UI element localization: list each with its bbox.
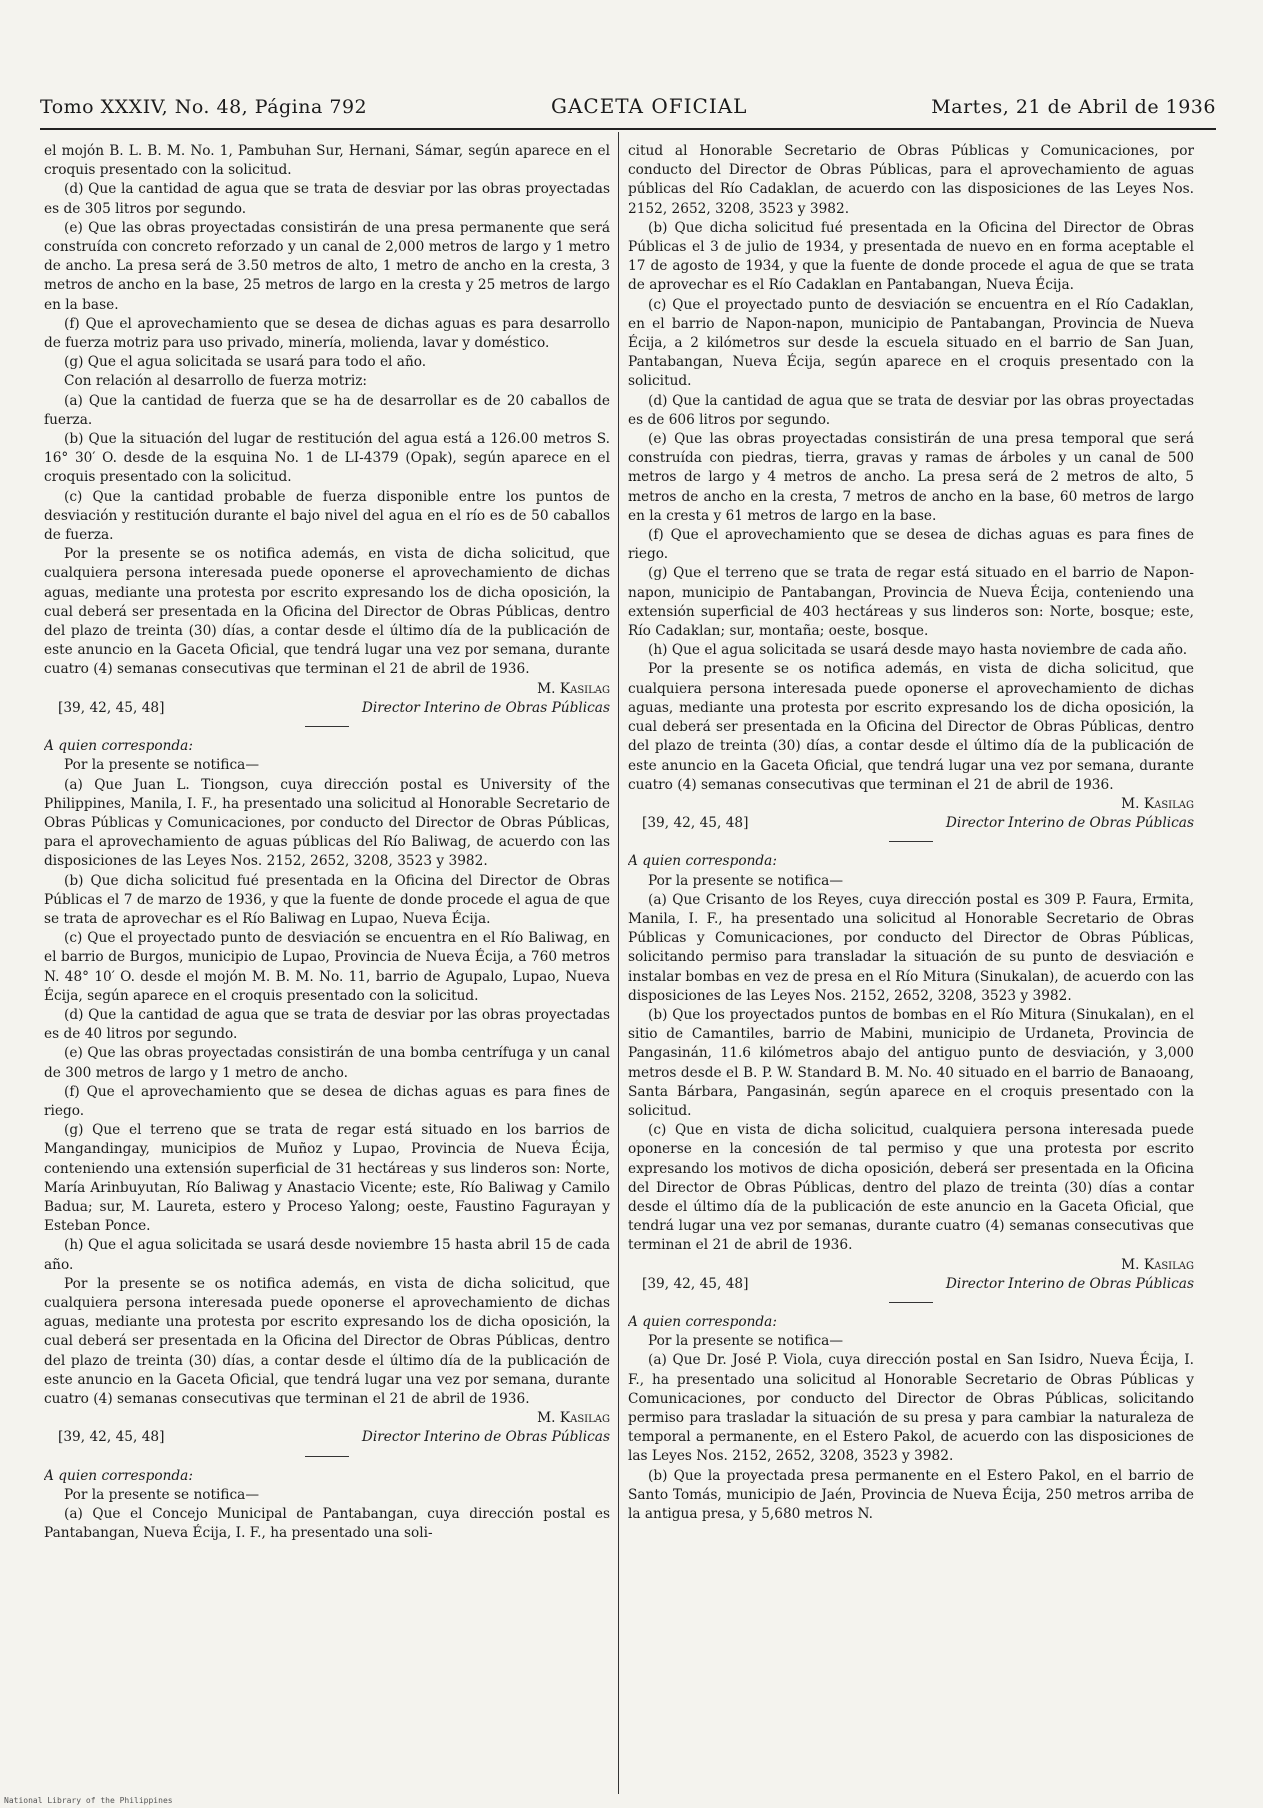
notice-heading: A quien corresponda: [628,1313,777,1330]
paragraph: (e) Que las obras proyectadas consistirán de una presa permanente que será construída con concreto reforzado y un canal de 2,000 metros de largo y 1 metro de ancho. La presa será de 3.50 metros de alto, 1 metro de ancho en la cresta, 3 metros de ancho en la base, 25 metros de largo en la cresta y 25 metros de largo en la base. [44,219,610,313]
paragraph: Por la presente se notifica— [64,757,260,774]
paragraph: (g) Que el terreno que se trata de regar está situado en los barrios de Mangandingay, municipios de Muñoz y Lupao, Provincia de Nueva Écija, conteniendo una extensión superficial de 31 hectáreas y sus linderos son: Norte, María Arinbuyutan, Río Baliwag y Anastacio Vicente; este, Río Baliwag y Camilo Badua; sur, M. Laureta, estero y Proceso Yalong; oeste, Faustino Fagurayan y Esteban Ponce. [44,1122,610,1235]
section-separator [305,726,349,727]
signature-line [628,814,1194,833]
paragraph: (d) Que la cantidad de agua que se trata de desviar por las obras proyectadas es de 606 litros por segundo. [628,392,1194,428]
signer-name: M. Kasilag [1121,1256,1194,1273]
notice-heading: A quien corresponda: [44,1467,193,1484]
paragraph: Por la presente se notifica— [648,1333,844,1350]
signer-name: M. Kasilag [537,680,610,697]
paragraph: (a) Que la cantidad de fuerza que se ha de desarrollar es de 20 caballos de fuerza. [44,392,610,428]
paragraph: (a) Que Juan L. Tiongson, cuya dirección postal es University of the Philippines, Manila, I. F., ha presentado una solicitud al Honorable Secretario de Obras Públicas y Comunicaciones, por conducto del Director de Obras Públicas, para el aprovechamiento de aguas públicas del Río Baliwag, de acuerdo con las disposiciones de las Leyes Nos. 2152, 2652, 3208, 3523 y 3982. [44,776,610,870]
left-column [44,142,610,1792]
paragraph: (c) Que el proyectado punto de desviación se encuentra en el Río Baliwag, en el barrio de Burgos, municipio de Lupao, Provincia de Nueva Écija, a 760 metros N. 48° 10′ O. desde el mojón M. B. M. No. 11, barrio de Agupalo, Lupao, Nueva Écija, según aparece en el croquis presentado con la solicitud. [44,930,610,1004]
header-rule [40,128,1216,130]
paragraph: (e) Que las obras proyectadas consistirán de una bomba centrífuga y un canal de 300 metros de largo y 1 metro de ancho. [44,1045,610,1081]
column-divider [618,132,619,1794]
paragraph: (f) Que el aprovechamiento que se desea de dichas aguas es para fines de riego. [628,527,1194,563]
header-publication-title: GACETA OFICIAL [550,94,748,118]
issue-reference: [39, 42, 45, 48] [58,699,165,716]
header-date: Martes, 21 de Abril de 1936 [931,96,1216,118]
issue-reference: [39, 42, 45, 48] [58,1429,165,1446]
section-separator [305,1456,349,1457]
signer-name: M. Kasilag [1121,795,1194,812]
paragraph: (a) Que el Concejo Municipal de Pantabangan, cuya dirección postal es Pantabangan, Nueva Écija, I. F., ha presentado una soli- [44,1506,610,1542]
paragraph: el mojón B. L. B. M. No. 1, Pambuhan Sur, Hernani, Sámar, según aparece en el croquis presentado con la solicitud. [44,143,610,179]
paragraph: (e) Que las obras proyectadas consistirán de una presa temporal que será construída con piedras, tierra, gravas y ramas de árboles y un canal de 500 metros de largo y 4 metros de ancho. La presa será de 2 metros de alto, 5 metros de ancho en la cresta, 7 metros de ancho en la base, 60 metros de largo en la cresta y 61 metros de largo en la base. [628,431,1194,524]
header-volume-info: Tomo XXXIV, No. 48, Página 792 [40,96,368,118]
paragraph: (c) Que el proyectado punto de desviación se encuentra en el Río Cadaklan, en el barrio de Napon-napon, municipio de Pantabangan, Provincia de Nueva Écija, a 2 kilómetros sur desde la escuela situado en el barrio de San Juan, Pantabangan, Nueva Écija, según aparece en el croquis presentado con la solicitud. [628,296,1194,390]
signer-title: Director Interino de Obras Públicas [945,1275,1194,1292]
paragraph: (b) Que los proyectados puntos de bombas en el Río Mitura (Sinukalan), en el sitio de Camantiles, barrio de Mabini, municipio de Urdaneta, Provincia de Pangasinán, 11.6 kilómetros abajo del antiguo punto de desviación, y 3,000 metros desde el B. P. W. Standard B. M. No. 40 situado en el barrio de Banaoang, Santa Bárbara, Pangasinán, según aparece en el croquis presentado con la solicitud. [628,1006,1194,1119]
paragraph: Por la presente se os notifica además, en vista de dicha solicitud, que cualquiera persona interesada puede oponerse el aprovechamiento de dichas aguas, mediante una protesta por escrito expresando los de dicha oposición, la cual deberá ser presentada en la Oficina del Director de Obras Públicas, dentro del plazo de treinta (30) días, a contar desde el último día de la publicación de este anuncio en la Gaceta Oficial, que tendrá lugar una vez por semana, durante cuatro (4) semanas consecutivas que terminan el 21 de abril de 1936. [44,1275,610,1407]
signature-line [628,1275,1194,1294]
paragraph: (g) Que el agua solicitada se usará para todo el año. [64,354,427,371]
signer-title: Director Interino de Obras Públicas [945,815,1194,832]
scan-footer-note: National Library of the Philippines [4,1796,173,1805]
notice-heading: A quien corresponda: [628,853,777,870]
signature-line [44,1428,610,1447]
paragraph: Por la presente se notifica— [648,872,844,889]
signature-line [44,699,610,718]
paragraph: (b) Que la proyectada presa permanente en el Estero Pakol, en el barrio de Santo Tomás, municipio de Jaén, Provincia de Nueva Écija, 250 metros arriba de la antigua presa, y 5,680 metros N. [628,1467,1194,1523]
signer-name: M. Kasilag [537,1410,610,1427]
section-separator [889,841,933,842]
paragraph: (a) Que Crisanto de los Reyes, cuya dirección postal es 309 P. Faura, Ermita, Manila, I. F., ha presentado una solicitud al Honorable Secretario de Obras Públicas y Comunicaciones, por conducto del Director de Obras Públicas, solicitando permiso para transladar la situación de su punto de desviación e instalar bombas en vez de presa en el Río Mitura (Sinukalan), de acuerdo con las disposiciones de las Leyes Nos. 2152, 2652, 3208, 3523 y 3982. [628,891,1194,1004]
paragraph: (a) Que Dr. José P. Viola, cuya dirección postal en San Isidro, Nueva Écija, I. F., ha presentado una solicitud al Honorable Secretario de Obras Públicas y Comunicaciones, por conducto del Director de Obras Públicas, solicitando permiso para trasladar la situación de su presa y para cambiar la naturaleza de temporal a permanente, en el Estero Pakol, de acuerdo con las disposiciones de las Leyes Nos. 2152, 2652, 3208, 3523 y 3982. [628,1352,1194,1465]
paragraph: (g) Que el terreno que se trata de regar está situado en el barrio de Napon-napon, municipio de Pantabangan, Provincia de Nueva Écija, conteniendo una extensión superficial de 403 hectáreas y sus linderos son: Norte, bosque; este, Río Cadaklan; sur, montaña; oeste, bosque. [628,565,1194,640]
paragraph: (b) Que dicha solicitud fué presentada en la Oficina del Director de Obras Públicas el 3 de julio de 1934, y presentada de nuevo en en forma aceptable el 17 de agosto de 1934, y que la fuente de donde procede el agua de que se trata de aprovechar es el Río Cadaklan en Pantabangan, Nueva Écija. [628,219,1194,294]
paragraph: Por la presente se os notifica además, en vista de dicha solicitud, que cualquiera persona interesada puede oponerse el aprovechamiento de dichas aguas, mediante una protesta por escrito expresando los de dicha oposición, la cual deberá ser presentada en la Oficina del Director de Obras Públicas, dentro del plazo de treinta (30) días, a contar desde el último día de la publicación de este anuncio en la Gaceta Oficial, que tendrá lugar una vez por semana, durante cuatro (4) semanas consecutivas que terminan el 21 de abril de 1936. [44,546,610,678]
paragraph: citud al Honorable Secretario de Obras Públicas y Comunicaciones, por conducto del Director de Obras Públicas, para el aprovechamiento de aguas públicas del Río Cadaklan, de acuerdo con las disposiciones de las Leyes Nos. 2152, 2652, 3208, 3523 y 3982. [628,143,1194,217]
paragraph: (c) Que la cantidad probable de fuerza disponible entre los puntos de desviación y restitución durante el bajo nivel del agua en el río es de 50 caballos de fuerza. [44,488,610,544]
paragraph: Con relación al desarrollo de fuerza motriz: [64,373,368,390]
paragraph: (h) Que el agua solicitada se usará desde mayo hasta noviembre de cada año. [648,642,1188,659]
right-column [628,142,1194,1792]
paragraph: (h) Que el agua solicitada se usará desde noviembre 15 hasta abril 15 de cada año. [44,1237,610,1273]
signer-title: Director Interino de Obras Públicas [361,699,610,716]
signer-title: Director Interino de Obras Públicas [361,1429,610,1446]
paragraph: (c) Que en vista de dicha solicitud, cualquiera persona interesada puede oponerse en la concesión de tal permiso y que una protesta por escrito expresando los motivos de dicha oposición, deberá ser presentada en la Oficina del Director de Obras Públicas, dentro del plazo de treinta (30) días a contar desde el último día de la publicación de este anuncio en la Gaceta Oficial, que tendrá lugar una vez por semanas, durante cuatro (4) semanas consecutivas que terminan el 21 de abril de 1936. [628,1122,1194,1254]
paragraph: (f) Que el aprovechamiento que se desea de dichas aguas es para fines de riego. [44,1083,610,1119]
section-separator [889,1302,933,1303]
issue-reference: [39, 42, 45, 48] [642,815,749,832]
paragraph: Por la presente se os notifica además, en vista de dicha solicitud, que cualquiera persona interesada puede oponerse el aprovechamiento de dichas aguas, mediante una protesta por escrito expresando los de dicha oposición, la cual deberá ser presentada en la Oficina del Director de Obras Públicas, dentro del plazo de treinta (30) días, a contar desde el último día de la publicación de este anuncio en la Gaceta Oficial, que tendrá lugar una vez por semana, durante cuatro (4) semanas consecutivas que terminan el 21 de abril de 1936. [628,661,1194,793]
notice-heading: A quien corresponda: [44,738,193,755]
paragraph: (d) Que la cantidad de agua que se trata de desviar por las obras proyectadas es de 40 litros por segundo. [44,1006,610,1043]
page-header [40,94,1216,122]
paragraph: (b) Que dicha solicitud fué presentada en la Oficina del Director de Obras Públicas el 7 de marzo de 1936, y que la fuente de donde procede el agua de que se trata de aprovechar es el Río Baliwag en Lupao, Nueva Écija. [44,872,610,927]
issue-reference: [39, 42, 45, 48] [642,1275,749,1292]
paragraph: (b) Que la situación del lugar de restitución del agua está a 126.00 metros S. 16° 30′ O. desde de la esquina No. 1 de LI-4379 (Opak), según aparece en el croquis presentado con la solicitud. [44,431,610,486]
paragraph: (d) Que la cantidad de agua que se trata de desviar por las obras proyectadas es de 305 litros por segundo. [44,181,610,217]
paragraph: (f) Que el aprovechamiento que se desea de dichas aguas es para desarrollo de fuerza motriz para uso privado, minería, molienda, lavar y doméstico. [44,315,610,352]
paragraph: Por la presente se notifica— [64,1486,260,1503]
